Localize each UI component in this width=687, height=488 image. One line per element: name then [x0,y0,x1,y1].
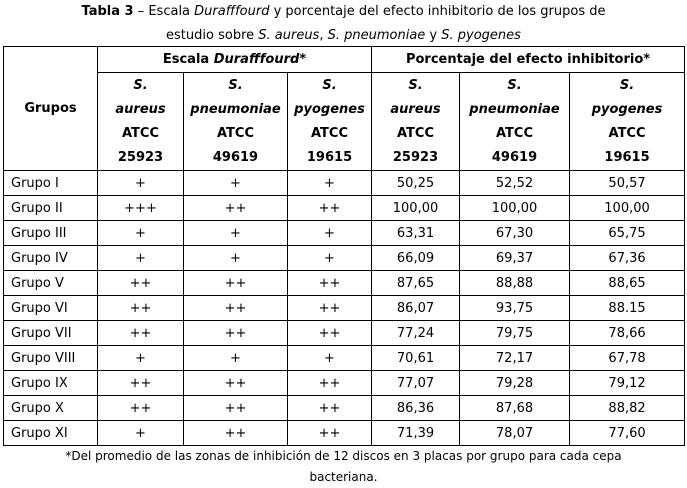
caption-line-1 [0,0,687,24]
scale-cell: ++ [184,271,288,296]
percent-cell: 77,07 [372,371,460,396]
table-row [4,221,685,246]
table-row [4,246,685,271]
scale-cell: ++ [288,421,372,446]
scale-cell: + [288,171,372,196]
strain-atcc: ATCC [216,125,254,141]
results-table [3,46,685,446]
percent-cell: 100,00 [570,196,685,221]
percent-cell: 88.15 [570,296,685,321]
table-caption [0,0,687,48]
table-row [4,196,685,221]
caption-text: y porcentaje del efecto inhibitorio de los grupos de [269,4,606,19]
percent-cell: 67,78 [570,346,685,371]
duraffourd-scale-header [98,47,372,73]
strain-header [184,73,288,171]
caption-text: y [425,28,442,43]
strain-atcc: ATCC [121,125,159,141]
percent-cell: 79,12 [570,371,685,396]
group-name: Grupo VIII [4,346,98,371]
strain-species: pneumoniae [469,101,560,117]
table-row [4,346,685,371]
percent-cell: 100,00 [372,196,460,221]
percent-cell: 72,17 [460,346,570,371]
caption-label: Tabla 3 [81,4,134,19]
strain-code: 25923 [392,149,439,165]
percent-cell: 86,36 [372,396,460,421]
scale-cell: ++ [288,271,372,296]
header-italic: Durafffourd [213,52,300,67]
scale-cell: + [184,346,288,371]
strain-genus: S. [408,77,423,93]
percent-cell: 63,31 [372,221,460,246]
table-row [4,396,685,421]
percent-cell: 50,57 [570,171,685,196]
strain-genus: S. [133,77,148,93]
strain-species: pyogenes [591,101,663,117]
strain-header [570,73,685,171]
group-name: Grupo IV [4,246,98,271]
scale-cell: ++ [184,321,288,346]
scale-cell: ++ [184,396,288,421]
caption-species: S. pyogenes [441,28,521,43]
percent-cell: 87,65 [372,271,460,296]
scale-cell: + [98,346,184,371]
scale-cell: ++ [288,396,372,421]
percent-cell: 77,24 [372,321,460,346]
scale-cell: ++ [98,271,184,296]
percent-cell: 87,68 [460,396,570,421]
scale-cell: ++ [98,296,184,321]
table-row [4,296,685,321]
scale-cell: + [184,246,288,271]
scale-cell: ++ [184,196,288,221]
percent-cell: 69,37 [460,246,570,271]
scale-cell: + [288,246,372,271]
scale-cell: ++ [184,421,288,446]
strain-code: 25923 [117,149,164,165]
footnote-line-2: bacteriana. [309,470,378,484]
percent-cell: 71,39 [372,421,460,446]
strain-header [460,73,570,171]
percent-cell: 52,52 [460,171,570,196]
strain-header [372,73,460,171]
caption-italic: Durafffourd [194,4,270,19]
group-name: Grupo II [4,196,98,221]
percent-cell: 86,07 [372,296,460,321]
scale-cell: ++ [98,396,184,421]
percent-cell: 65,75 [570,221,685,246]
percent-cell: 67,36 [570,246,685,271]
caption-text: estudio sobre [166,28,259,43]
scale-cell: ++ [288,296,372,321]
scale-cell: ++ [98,371,184,396]
percent-cell: 66,09 [372,246,460,271]
inhibition-percent-header: Porcentaje del efecto inhibitorio* [372,47,685,73]
table-body [4,171,685,446]
strain-header [288,73,372,171]
scale-cell: + [288,221,372,246]
caption-text: , [319,28,328,43]
caption-species: S. aureus [258,28,320,43]
header-text: Escala [162,52,214,67]
scale-cell: ++ [184,296,288,321]
scale-cell: ++ [288,371,372,396]
percent-cell: 50,25 [372,171,460,196]
scale-cell: ++ [98,321,184,346]
percent-cell: 88,88 [460,271,570,296]
caption-species: S. pneumoniae [327,28,426,43]
percent-cell: 77,60 [570,421,685,446]
strain-atcc: ATCC [608,125,646,141]
group-name: Grupo XI [4,421,98,446]
percent-cell: 93,75 [460,296,570,321]
percent-cell: 67,30 [460,221,570,246]
strain-header-row [4,73,685,171]
strain-species: aureus [115,101,166,117]
header-text: * [299,52,307,67]
table-row [4,371,685,396]
strain-atcc: ATCC [397,125,435,141]
group-name: Grupo X [4,396,98,421]
scale-cell: + [184,171,288,196]
group-name: Grupo IX [4,371,98,396]
scale-cell: + [98,246,184,271]
strain-genus: S. [619,77,635,93]
scale-cell: + [98,171,184,196]
strain-genus: S. [228,77,243,93]
group-name: Grupo VII [4,321,98,346]
footnote-line-1: *Del promedio de las zonas de inhibición de 12 discos en 3 placas por grupo para cada cepa [65,449,622,463]
strain-code: 49619 [491,149,538,165]
caption-text: – Escala [133,4,195,19]
strain-species: aureus [390,101,441,117]
percent-cell: 88,65 [570,271,685,296]
strain-code: 19615 [306,149,353,165]
scale-cell: ++ [288,196,372,221]
strain-header [98,73,184,171]
strain-atcc: ATCC [496,125,534,141]
strain-genus: S. [322,77,337,93]
percent-cell: 78,07 [460,421,570,446]
scale-cell: +++ [98,196,184,221]
strain-species: pyogenes [294,101,365,117]
percent-cell: 70,61 [372,346,460,371]
caption-line-2 [0,24,687,48]
scale-cell: + [98,421,184,446]
table-row [4,321,685,346]
percent-cell: 100,00 [460,196,570,221]
groups-header: Grupos [4,47,98,171]
scale-cell: ++ [184,371,288,396]
table-row [4,171,685,196]
percent-cell: 88,82 [570,396,685,421]
table-row [4,421,685,446]
strain-code: 49619 [212,149,259,165]
scale-cell: + [184,221,288,246]
scale-cell: ++ [288,321,372,346]
strain-genus: S. [507,77,522,93]
table-row [4,271,685,296]
percent-cell: 79,75 [460,321,570,346]
group-name: Grupo III [4,221,98,246]
strain-code: 19615 [604,149,650,165]
group-name: Grupo I [4,171,98,196]
group-name: Grupo V [4,271,98,296]
strain-atcc: ATCC [311,125,349,141]
percent-cell: 79,28 [460,371,570,396]
percent-cell: 78,66 [570,321,685,346]
scale-cell: + [288,346,372,371]
group-name: Grupo VI [4,296,98,321]
scale-cell: + [98,221,184,246]
strain-species: pneumoniae [190,101,281,117]
